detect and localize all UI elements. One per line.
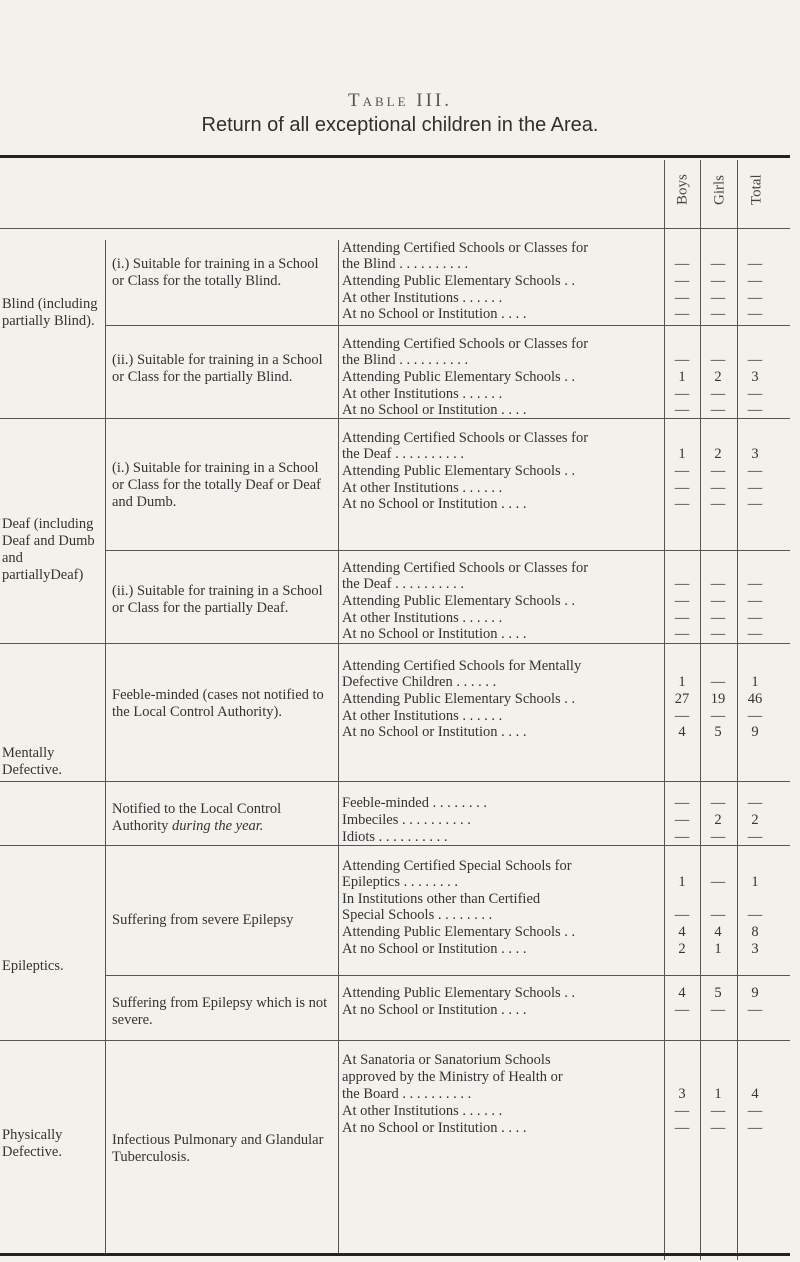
cell-boys: — xyxy=(674,386,690,402)
cell-girls: — xyxy=(710,674,726,690)
category-epileptics: Epileptics. xyxy=(2,958,64,974)
bottom-rule xyxy=(0,1253,790,1256)
cell-boys: 4 xyxy=(678,724,686,740)
row-item-label: At no School or Institution . . . . xyxy=(342,306,527,322)
cell-girls: 1 xyxy=(714,1086,722,1102)
cell-boys: 1 xyxy=(678,446,686,462)
row-item-label: Attending Public Elementary Schools . . xyxy=(342,985,576,1001)
cell-total: 3 xyxy=(751,446,759,462)
row-item-label: the Blind . . . . . . . . . . xyxy=(342,352,469,368)
row-item-label: At no School or Institution . . . . xyxy=(342,496,527,512)
cell-total: 4 xyxy=(751,1086,759,1102)
subgroup-severe-epilepsy: Suffering from severe Epilepsy xyxy=(112,912,294,928)
cell-total: — xyxy=(747,626,763,642)
cell-girls: — xyxy=(710,610,726,626)
cell-girls: — xyxy=(710,496,726,512)
cell-total: — xyxy=(747,306,763,322)
row-item-label: Imbeciles . . . . . . . . . . xyxy=(342,812,471,828)
top-rule xyxy=(0,155,790,158)
cell-girls: — xyxy=(710,306,726,322)
cell-boys: — xyxy=(674,463,690,479)
row-item-label: Attending Public Elementary Schools . . xyxy=(342,593,576,609)
subgroup-feeble-minded: Feeble-minded (cases not notified to the Local Control Authority). xyxy=(112,687,324,720)
cell-girls: — xyxy=(710,593,726,609)
cell-total: — xyxy=(747,610,763,626)
cell-girls: — xyxy=(710,1002,726,1018)
cell-total: — xyxy=(747,290,763,306)
table-caption: Table III. xyxy=(347,90,453,111)
row-item-label: Attending Certified Schools or Classes for xyxy=(342,560,589,576)
separator-deaf-sub xyxy=(105,550,790,551)
cell-total: — xyxy=(747,273,763,289)
row-item-label: At no School or Institution . . . . xyxy=(342,402,527,418)
cell-girls: 5 xyxy=(714,985,722,1001)
column-header-boys: Boys xyxy=(674,174,691,206)
cell-girls: — xyxy=(710,480,726,496)
cell-total: — xyxy=(747,386,763,402)
cell-total: — xyxy=(747,256,763,272)
cell-total: 1 xyxy=(751,674,759,690)
cell-girls: — xyxy=(710,352,726,368)
cell-girls: — xyxy=(710,576,726,592)
row-item-label: At no School or Institution . . . . xyxy=(342,1002,527,1018)
cell-boys: — xyxy=(674,480,690,496)
subgroup-blind-total: (i.) Suitable for training in a School or Class for the totally Blind. xyxy=(112,256,319,289)
category-blind: Blind (including partially Blind). xyxy=(2,296,98,329)
row-item-label: Attending Public Elementary Schools . . xyxy=(342,273,576,289)
row-item-label: Attending Certified Special Schools for xyxy=(342,858,572,874)
cell-girls: 1 xyxy=(714,941,722,957)
header-rule xyxy=(0,228,790,229)
cat-divider xyxy=(105,240,106,1255)
cell-total: 8 xyxy=(751,924,759,940)
cell-total: 1 xyxy=(751,874,759,890)
row-item-label: Idiots . . . . . . . . . . xyxy=(342,829,448,845)
cell-girls: 4 xyxy=(714,924,722,940)
cell-girls: — xyxy=(710,708,726,724)
cell-boys: — xyxy=(674,352,690,368)
row-item-label: Attending Public Elementary Schools . . xyxy=(342,369,576,385)
cell-girls: — xyxy=(710,795,726,811)
cell-girls: — xyxy=(710,290,726,306)
row-item-label: At no School or Institution . . . . xyxy=(342,941,527,957)
cell-total: 46 xyxy=(747,691,763,707)
cell-girls: — xyxy=(710,402,726,418)
row-item-label: Attending Certified Schools or Classes for xyxy=(342,336,589,352)
subgroup-notified xyxy=(112,801,334,835)
cell-total: — xyxy=(747,1120,763,1136)
cell-girls: — xyxy=(710,626,726,642)
row-item-label: At other Institutions . . . . . . xyxy=(342,480,503,496)
row-item-label: Epileptics . . . . . . . . xyxy=(342,874,458,890)
cell-total: — xyxy=(747,402,763,418)
row-item-label: At no School or Institution . . . . xyxy=(342,1120,527,1136)
cell-total: — xyxy=(747,1002,763,1018)
notified-label-italic: during the year. xyxy=(172,818,264,834)
cell-girls: 2 xyxy=(714,446,722,462)
column-header-girls: Girls xyxy=(711,175,728,205)
row-item-label: Attending Certified Schools or Classes for xyxy=(342,430,589,446)
cell-boys: — xyxy=(674,290,690,306)
cell-total: — xyxy=(747,496,763,512)
cell-boys: — xyxy=(674,1120,690,1136)
cell-total: — xyxy=(747,1103,763,1119)
cell-girls: 19 xyxy=(710,691,726,707)
row-item-label: At no School or Institution . . . . xyxy=(342,626,527,642)
row-item-label: Attending Public Elementary Schools . . xyxy=(342,463,576,479)
cell-total: 9 xyxy=(751,985,759,1001)
cell-boys: — xyxy=(674,593,690,609)
row-item-label: At other Institutions . . . . . . xyxy=(342,610,503,626)
row-item-label: Attending Certified Schools or Classes for xyxy=(342,240,589,256)
table-title: Return of all exceptional children in the Area. xyxy=(201,114,599,136)
cell-girls: — xyxy=(710,829,726,845)
cell-total: 3 xyxy=(751,369,759,385)
cell-boys: — xyxy=(674,402,690,418)
category-physical: Physically Defective. xyxy=(2,1127,63,1160)
cell-boys: — xyxy=(674,829,690,845)
row-item-label: the Deaf . . . . . . . . . . xyxy=(342,446,465,462)
cell-total: — xyxy=(747,708,763,724)
row-item-label: In Institutions other than Certified xyxy=(342,891,541,907)
sub-divider xyxy=(338,240,339,1255)
row-item-label: approved by the Ministry of Health or xyxy=(342,1069,563,1085)
notified-label-main: Notified to the Local Control Authority xyxy=(112,801,282,834)
cell-total: — xyxy=(747,907,763,923)
cell-girls: 2 xyxy=(714,812,722,828)
row-item-label: the Blind . . . . . . . . . . xyxy=(342,256,469,272)
cell-boys: — xyxy=(674,610,690,626)
cell-total: — xyxy=(747,480,763,496)
row-item-label: the Deaf . . . . . . . . . . xyxy=(342,576,465,592)
cell-boys: — xyxy=(674,907,690,923)
separator-mental-notified xyxy=(0,781,790,782)
cell-boys: — xyxy=(674,576,690,592)
cell-girls: 2 xyxy=(714,369,722,385)
row-item-label: Attending Public Elementary Schools . . xyxy=(342,691,576,707)
cell-total: 2 xyxy=(751,812,759,828)
row-item-label: At no School or Institution . . . . xyxy=(342,724,527,740)
cell-total: — xyxy=(747,593,763,609)
separator-epi-sub xyxy=(105,975,790,976)
cell-boys: — xyxy=(674,708,690,724)
cell-boys: — xyxy=(674,1103,690,1119)
cell-boys: — xyxy=(674,795,690,811)
cell-boys: — xyxy=(674,256,690,272)
row-item-label: At other Institutions . . . . . . xyxy=(342,290,503,306)
row-item-label: the Board . . . . . . . . . . xyxy=(342,1086,472,1102)
cell-boys: — xyxy=(674,812,690,828)
row-item-label: Defective Children . . . . . . xyxy=(342,674,497,690)
cell-total: 3 xyxy=(751,941,759,957)
row-item-label: At other Institutions . . . . . . xyxy=(342,1103,503,1119)
subgroup-mild-epilepsy: Suffering from Epilepsy which is not severe. xyxy=(112,995,328,1028)
cell-girls: — xyxy=(710,256,726,272)
cell-total: — xyxy=(747,829,763,845)
category-mental: Mentally Defective. xyxy=(2,745,62,778)
subgroup-blind-partial: (ii.) Suitable for training in a School or Class for the partially Blind. xyxy=(112,352,323,385)
cell-girls: — xyxy=(710,463,726,479)
row-item-label: Attending Public Elementary Schools . . xyxy=(342,924,576,940)
cell-boys: — xyxy=(674,273,690,289)
row-item-label: At Sanatoria or Sanatorium Schools xyxy=(342,1052,551,1068)
cell-boys: — xyxy=(674,626,690,642)
cell-total: — xyxy=(747,795,763,811)
cell-boys: 27 xyxy=(674,691,690,707)
cell-boys: 3 xyxy=(678,1086,686,1102)
row-item-label: Feeble-minded . . . . . . . . xyxy=(342,795,487,811)
cell-total: — xyxy=(747,352,763,368)
cell-boys: 1 xyxy=(678,874,686,890)
cell-girls: — xyxy=(710,1103,726,1119)
cell-boys: 1 xyxy=(678,369,686,385)
cell-girls: — xyxy=(710,1120,726,1136)
cell-boys: 1 xyxy=(678,674,686,690)
cell-total: 9 xyxy=(751,724,759,740)
cell-boys: — xyxy=(674,306,690,322)
cell-total: — xyxy=(747,463,763,479)
cell-boys: 2 xyxy=(678,941,686,957)
cell-boys: — xyxy=(674,1002,690,1018)
cell-girls: — xyxy=(710,907,726,923)
separator-epilepsy-physical xyxy=(0,1040,790,1041)
category-deaf: Deaf (including Deaf and Dumb and partiallyDeaf) xyxy=(2,516,95,583)
row-item-label: Attending Certified Schools for Mentally xyxy=(342,658,582,674)
cell-total: — xyxy=(747,576,763,592)
cell-girls: — xyxy=(710,273,726,289)
separator-deaf-mental xyxy=(0,643,790,644)
subgroup-deaf-partial: (ii.) Suitable for training in a School or Class for the partially Deaf. xyxy=(112,583,323,616)
cell-girls: — xyxy=(710,874,726,890)
cell-boys: 4 xyxy=(678,924,686,940)
cell-boys: — xyxy=(674,496,690,512)
cell-boys: 4 xyxy=(678,985,686,1001)
separator-blind-sub xyxy=(105,325,790,326)
row-item-label: Special Schools . . . . . . . . xyxy=(342,907,493,923)
column-header-total: Total xyxy=(748,174,765,206)
cell-girls: — xyxy=(710,386,726,402)
subgroup-tuberculosis: Infectious Pulmonary and Glandular Tuberculosis. xyxy=(112,1132,324,1165)
row-item-label: At other Institutions . . . . . . xyxy=(342,708,503,724)
row-item-label: At other Institutions . . . . . . xyxy=(342,386,503,402)
subgroup-deaf-total: (i.) Suitable for training in a School or Class for the totally Deaf or Deaf and Dumb. xyxy=(112,460,321,510)
cell-girls: 5 xyxy=(714,724,722,740)
